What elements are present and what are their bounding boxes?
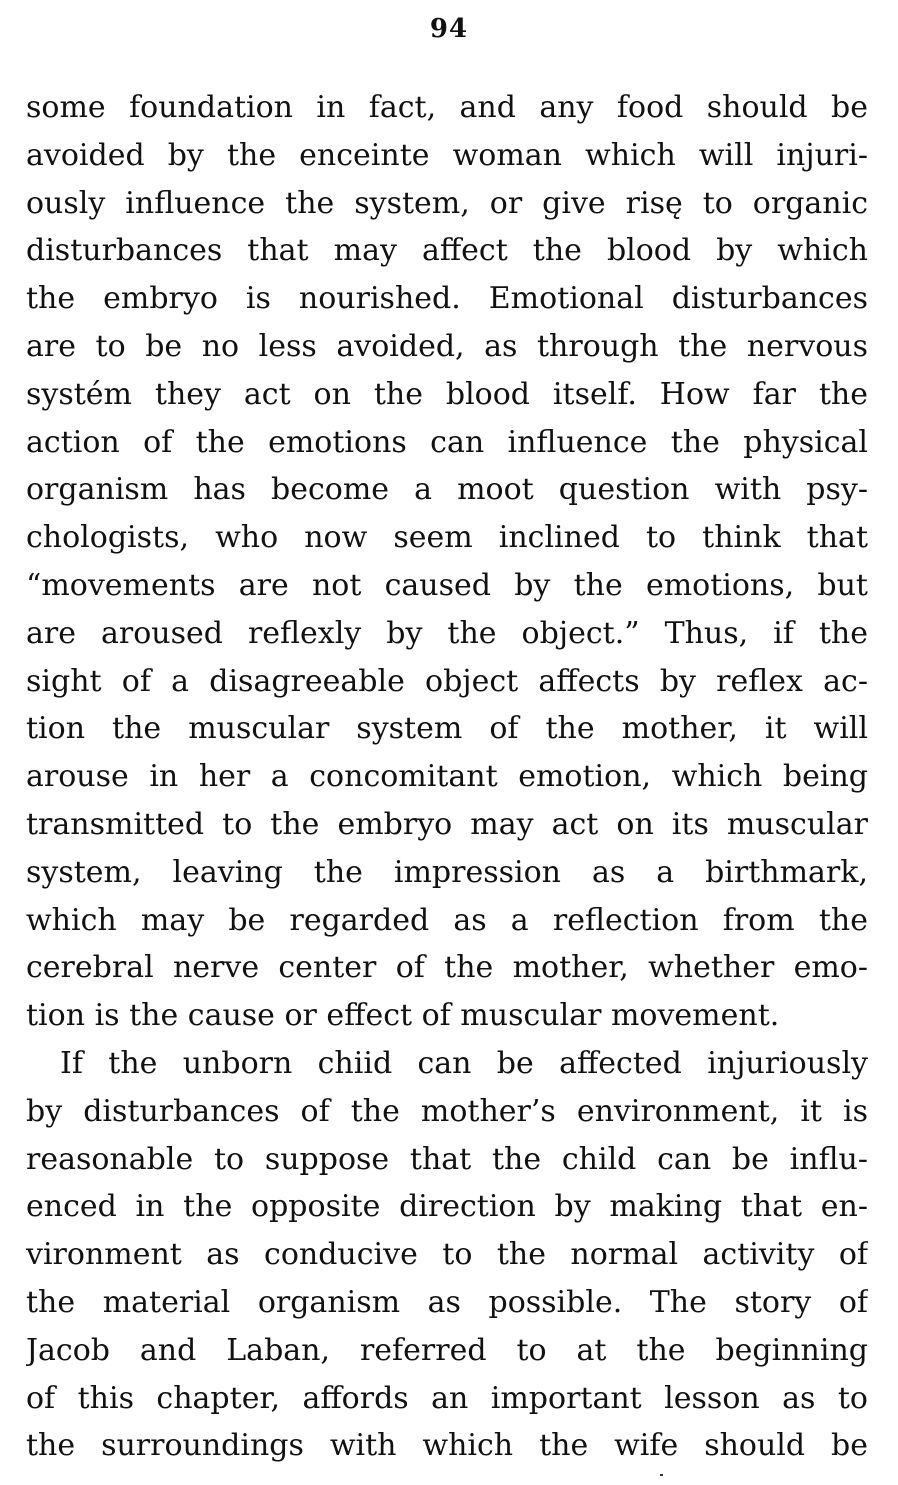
text-line: of this chapter, affords an important lesson as to — [26, 1380, 868, 1416]
text-line: sight of a disagreeable object affects by reflex ac- — [26, 663, 868, 699]
text-line: system, leaving the impression as a birthmark, — [26, 854, 868, 890]
text-line: reasonable to suppose that the child can be influ- — [26, 1141, 868, 1177]
text-line: “movements are not caused by the emotions, but — [26, 567, 868, 603]
body-text — [26, 84, 868, 1470]
text-line: chologists, who now seem inclined to think that — [26, 520, 868, 556]
text-line: action of the emotions can influence the physical — [26, 424, 868, 460]
text-line: ously influence the system, or give risę to organic — [26, 185, 868, 221]
text-line: vironment as conducive to the normal activity of — [26, 1237, 868, 1273]
text-line: transmitted to the embryo may act on its muscular — [26, 806, 868, 842]
text-line: some foundation in fact, and any food should be — [26, 90, 868, 125]
text-line: organism has become a moot question with psy- — [26, 472, 868, 508]
text-line: are to be no less avoided, as through the nervous — [26, 328, 868, 364]
text-line: are aroused reflexly by the object.” Thus, if the — [26, 615, 868, 651]
text-line: enced in the opposite direction by making that en- — [26, 1189, 868, 1225]
text-line: the material organism as possible. The story of — [26, 1284, 868, 1320]
text-line: tion the muscular system of the mother, it will — [26, 711, 868, 747]
text-line: systém they act on the blood itself. How far the — [26, 376, 868, 412]
paragraph-2 — [26, 1040, 868, 1470]
page-number: 94 — [429, 14, 469, 44]
text-line: If the unborn chiid can be affected injuriously — [60, 1045, 868, 1081]
print-speck — [660, 1474, 663, 1476]
text-line: the embryo is nourished. Emotional disturbances — [26, 281, 868, 317]
text-line: cerebral nerve center of the mother, whether emo- — [26, 950, 868, 986]
text-line: which may be regarded as a reflection from the — [26, 902, 868, 938]
paragraph-1 — [26, 84, 868, 1040]
text-line: tion is the cause or effect of muscular movement. — [26, 998, 780, 1034]
text-line: avoided by the enceinte woman which will injuri- — [26, 137, 868, 173]
text-line: arouse in her a concomitant emotion, which being — [26, 759, 868, 795]
text-line: disturbances that may affect the blood by which — [26, 233, 868, 269]
text-line: the surroundings with which the wife should be — [26, 1428, 868, 1464]
text-line: by disturbances of the mother’s environment, it is — [26, 1093, 868, 1129]
text-line: Jacob and Laban, referred to at the beginning — [26, 1332, 868, 1368]
